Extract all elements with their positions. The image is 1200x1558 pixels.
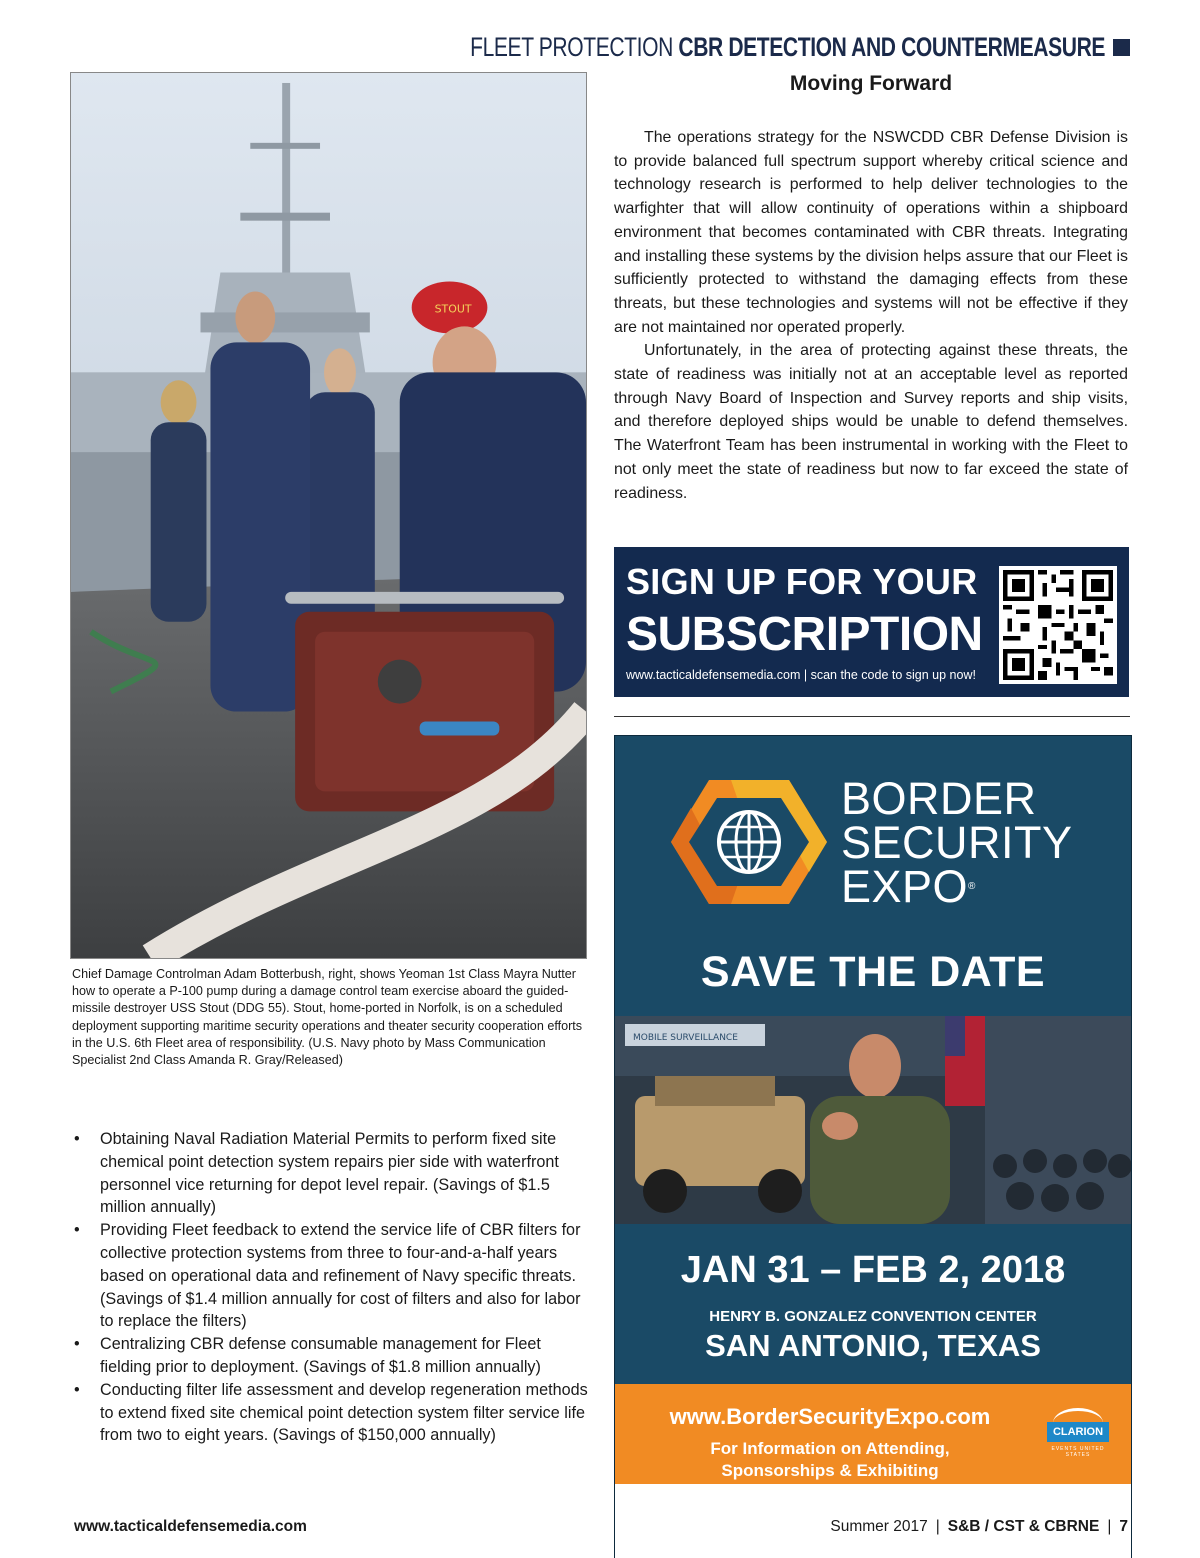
list-item-text: Obtaining Naval Radiation Material Permits to perform fixed site chemical point detection system repairs pier side with waterfront personnel vice returning for depot level repair. (Savings of $1.5 million annually) <box>100 1130 559 1217</box>
expo-photo-graphic <box>615 1016 1131 1224</box>
list-item <box>72 1128 592 1219</box>
clarion-name: CLARION <box>1047 1422 1109 1442</box>
header-square-icon <box>1113 39 1130 56</box>
header-section-name: FLEET PROTECTION <box>470 31 673 62</box>
list-item-text: Centralizing CBR defense consumable management for Fleet fielding prior to deployment. (Savings of $1.8 million annually) <box>100 1335 541 1376</box>
expo-dates: JAN 31 – FEB 2, 2018 <box>680 1249 1066 1291</box>
header-topic: CBR DETECTION AND COUNTERMEASURE <box>678 31 1105 62</box>
expo-url-link[interactable]: www.BorderSecurityExpo.com <box>669 1404 991 1429</box>
save-the-date-heading: SAVE THE DATE <box>700 948 1046 996</box>
section-title: Moving Forward <box>789 72 953 95</box>
list-item <box>72 1333 592 1379</box>
footer-separator: | <box>935 1518 940 1535</box>
registered-mark: ® <box>968 881 976 892</box>
clarion-sub2: UNITED STATES <box>1065 1446 1105 1458</box>
footer-publication: S&B / CST & CBRNE <box>947 1518 1100 1535</box>
expo-globe-logo-icon <box>669 772 829 912</box>
sailors-pump-photo <box>71 73 586 958</box>
subscribe-url[interactable]: www.tacticaldefensemedia.com | scan the code to sign up now! <box>626 668 976 682</box>
clarion-sub1: EVENTS <box>1051 1446 1078 1452</box>
list-item-text: Providing Fleet feedback to extend the service life of CBR filters for collective protection systems from three to four-and-a-half years based on operational data and refinement of Navy specific threats. (Savings of $1.4 million annually for cost of filters and also for labor to replace the filters) <box>100 1221 581 1331</box>
footer-issue: Summer 2017 <box>830 1518 928 1535</box>
footer-url[interactable]: www.tacticaldefensemedia.com <box>74 1518 307 1535</box>
expo-info-panel[interactable] <box>615 1384 1131 1484</box>
footer-issue-info <box>830 1518 1128 1536</box>
savings-list <box>72 1128 592 1447</box>
page-number: 7 <box>1119 1518 1128 1535</box>
clarion-subtext <box>1047 1446 1109 1458</box>
expo-info-line2: Sponsorships & Exhibiting <box>721 1461 939 1480</box>
border-security-expo-ad[interactable] <box>614 735 1132 1558</box>
article-body <box>614 126 1128 505</box>
bullet-icon: • <box>74 1221 80 1240</box>
list-item-text: Conducting filter life assessment and develop regeneration methods to extend fixed site chemical point detection system filter service life from two to eight years. (Savings of $150,000 annually) <box>100 1380 588 1445</box>
expo-info-text <box>615 1438 1045 1482</box>
bullet-icon: • <box>74 1335 80 1354</box>
footer-separator: | <box>1107 1518 1112 1535</box>
list-item <box>72 1379 592 1447</box>
page-header <box>291 30 1130 64</box>
expo-city: SAN ANTONIO, TEXAS <box>705 1328 1041 1363</box>
article-photo <box>70 72 587 959</box>
article-paragraph: Unfortunately, in the area of protecting against these threats, the state of readiness was initially not at an acceptable level as reported through Navy Board of Inspection and Survey reports and ship visits, and therefore deployed ships would be unable to defend themselves. The Waterfront Team has been instrumental in working with the Fleet to not only meet the state of readiness but now to far exceed the state of readiness. <box>614 342 1128 502</box>
photo-caption: Chief Damage Controlman Adam Botterbush, right, shows Yeoman 1st Class Mayra Nutter how to operate a P-100 pump during a damage control team exercise aboard the guided-missile destroyer USS Stout (DDG 55). Stout, home-ported in Norfolk, is on a scheduled deployment supporting maritime security operations and theater security cooperation efforts in the U.S. 6th Fleet area of responsibility. (U.S. Navy photo by Mass Communication Specialist 2nd Class Amanda R. Gray/Released) <box>72 967 583 1068</box>
subscribe-title: SUBSCRIPTION <box>626 608 983 661</box>
article-paragraph: The operations strategy for the NSWCDD CBR Defense Division is to provide balanced full spectrum support whereby critical science and technology research is performed to help deliver technologies to the warfighter that will allow continuity of operations within a shipboard environment that becomes contaminated with CBR threats. Integrating and installing these systems by the division helps assure that our Fleet is sufficiently protected to withstand the damaging effects from these threats, but these technologies and systems will not be effective if they are not maintained nor operated properly. <box>614 129 1128 336</box>
expo-info-line1: For Information on Attending, <box>710 1439 950 1458</box>
expo-name-line1: BORDER <box>841 773 1037 824</box>
expo-venue: HENRY B. GONZALEZ CONVENTION CENTER <box>709 1308 1037 1325</box>
cap-text: STOUT <box>434 302 472 316</box>
section-header <box>470 32 1105 63</box>
bullet-icon: • <box>74 1380 80 1399</box>
bullet-icon: • <box>74 1130 80 1148</box>
divider <box>614 716 1130 717</box>
expo-name-line2: SECURITY <box>841 817 1073 868</box>
qr-code-graphic <box>1003 570 1113 680</box>
subscribe-heading: SIGN UP FOR YOUR <box>626 561 978 602</box>
expo-name-text: EXPO <box>841 861 969 912</box>
clarion-events-logo-icon <box>1047 1408 1109 1460</box>
expo-name-line3 <box>841 861 976 912</box>
expo-event-photo <box>615 1016 1131 1224</box>
list-item <box>72 1219 592 1333</box>
qr-code-icon[interactable] <box>999 566 1117 684</box>
banner-text: MOBILE SURVEILLANCE <box>633 1033 738 1043</box>
